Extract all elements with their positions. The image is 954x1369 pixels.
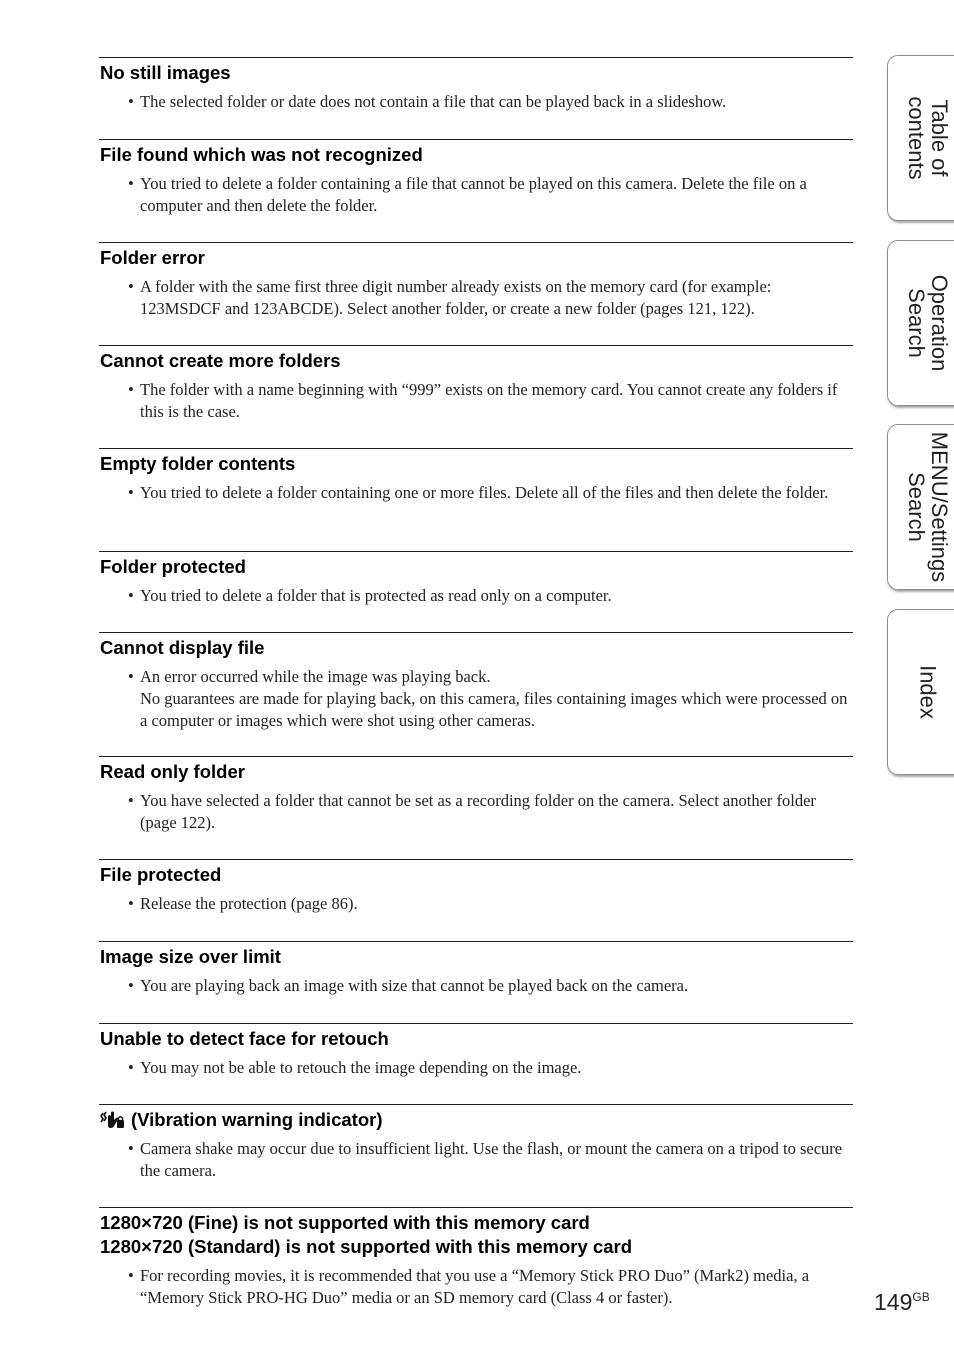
section-heading: File protected — [100, 864, 222, 885]
tab-index[interactable] — [887, 609, 954, 775]
bullet-item: • You may not be able to retouch the image depending on the image. — [128, 1058, 582, 1077]
section-heading: Empty folder contents — [100, 453, 296, 474]
page-number-value: 149 — [874, 1289, 913, 1315]
tab-table-of-contents[interactable] — [887, 55, 954, 221]
bullet-line: An error occurred while the image was playing back. — [140, 667, 491, 686]
section-heading: Read only folder — [100, 761, 245, 782]
page-number — [874, 1289, 930, 1316]
section-heading: Folder error — [100, 247, 205, 268]
tab-label-line: Operation — [927, 274, 952, 372]
section-heading — [100, 1108, 382, 1132]
section-1280x720-not-supported — [99, 1207, 853, 1307]
section-heading: Unable to detect face for retouch — [100, 1028, 389, 1049]
bullet-item: • Camera shake may occur due to insufficient light. Use the flash, or mount the camera on a tripod to secure the camera. — [128, 1139, 843, 1180]
section-no-still-images — [99, 57, 853, 111]
bullet-item: • Release the protection (page 86). — [128, 894, 358, 913]
tab-label-line: Search — [904, 288, 929, 358]
section-heading: Cannot create more folders — [100, 350, 341, 371]
tab-label-line: contents — [904, 96, 929, 180]
bullet-item: • A folder with the same first three digit number already exists on the memory card (for example: 123MSDCF and 123ABCDE). Select another folder, or create a new folder (pages 121, 122). — [128, 277, 772, 318]
section-folder-protected — [99, 551, 853, 605]
section-vibration-warning — [99, 1104, 853, 1180]
section-cannot-display-file — [99, 632, 853, 730]
section-file-protected — [99, 859, 853, 913]
bullet-item: • You have selected a folder that cannot be set as a recording folder on the camera. Select another folder (page 122). — [128, 791, 816, 832]
vibration-warning-icon — [100, 1109, 125, 1129]
bullet-item: • You tried to delete a folder containing one or more files. Delete all of the files and then delete the folder. — [128, 483, 829, 502]
section-read-only-folder — [99, 756, 853, 832]
section-file-not-recognized — [99, 139, 853, 215]
section-unable-detect-face — [99, 1023, 853, 1077]
section-heading-text: (Vibration warning indicator) — [131, 1109, 383, 1130]
bullet-line: No guarantees are made for playing back, on this camera, files containing images which were processed on a computer or images which were shot using other cameras. — [140, 689, 848, 730]
tab-menu-settings-search[interactable] — [887, 424, 954, 590]
section-cannot-create-folders — [99, 345, 853, 421]
section-heading: Cannot display file — [100, 637, 265, 658]
section-heading-line2: 1280×720 (Standard) is not supported with this memory card — [100, 1236, 633, 1257]
section-heading: Image size over limit — [100, 946, 281, 967]
tab-operation-search[interactable] — [887, 240, 954, 406]
bullet-item: • The folder with a name beginning with “999” exists on the memory card. You cannot create any folders if this is the case. — [128, 380, 838, 421]
bullet-item: • The selected folder or date does not contain a file that can be played back in a slideshow. — [128, 92, 727, 111]
section-heading: File found which was not recognized — [100, 144, 423, 165]
tab-label-line: Index — [915, 665, 941, 719]
section-heading: No still images — [100, 62, 231, 83]
bullet-item: • An error occurred while the image was playing back. No guarantees are made for playing back, on this camera, files containing images which were processed on a computer or images which were shot using other cameras. — [128, 667, 848, 730]
page-number-suffix: GB — [912, 1290, 930, 1304]
section-empty-folder-contents — [99, 448, 853, 502]
bullet-item: • You are playing back an image with size that cannot be played back on the camera. — [128, 976, 689, 995]
tab-label-line: MENU/Settings — [927, 431, 952, 583]
section-folder-error — [99, 242, 853, 318]
tab-label-line: Search — [904, 472, 929, 542]
section-heading: Folder protected — [100, 556, 246, 577]
bullet-item: • For recording movies, it is recommended that you use a “Memory Stick PRO Duo” (Mark2) media, a “Memory Stick PRO-HG Duo” media or an SD memory card (Class 4 or faster). — [128, 1266, 810, 1307]
section-heading: 1280×720 (Fine) is not supported with this memory card — [100, 1212, 590, 1233]
section-image-size-over-limit — [99, 941, 853, 995]
bullet-item: • You tried to delete a folder that is protected as read only on a computer. — [128, 586, 612, 605]
tab-label-line: Table of — [927, 99, 952, 177]
bullet-item: • You tried to delete a folder containing a file that cannot be played on this camera. Delete the file on a computer and then delete the folder. — [128, 174, 807, 215]
